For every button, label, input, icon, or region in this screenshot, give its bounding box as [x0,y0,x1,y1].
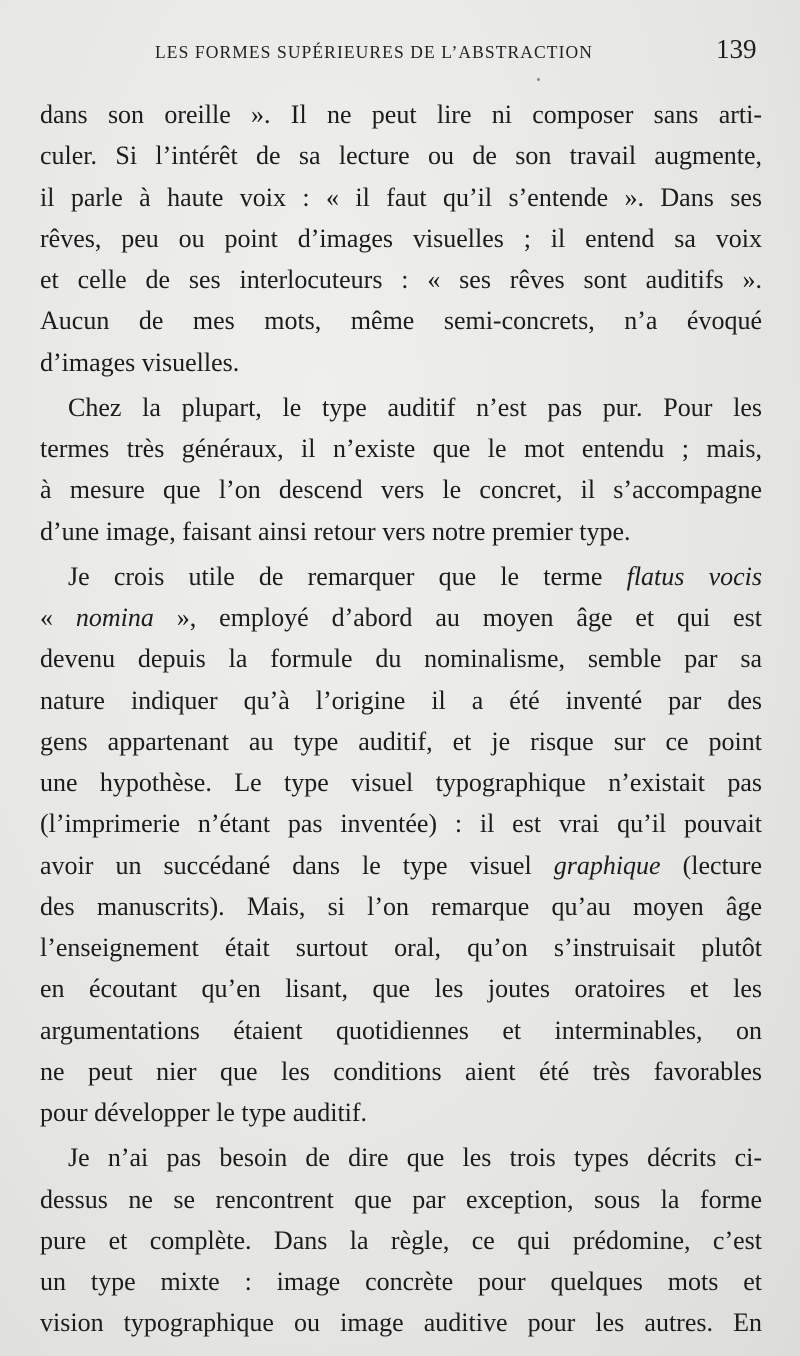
text-line: d’images visuelles. [40,347,240,377]
text-line: et celle de ses interlocuteurs : « ses rêves sont auditifs ». [40,265,762,294]
text-segment: », employé d’abord au moyen âge et qui est [176,603,763,632]
text-line: argumentations étaient quotidiennes et interminables, on [40,1015,762,1045]
text-line: d’une image, faisant ainsi retour vers notre premier type. [40,516,631,546]
text-line: termes très généraux, il n’existe que le mot entendu ; mais, [40,434,762,463]
text-line: vision typographique ou image auditive pour les autres. En [40,1308,762,1338]
text-line: ne peut nier que les conditions aient été très favorables [40,1056,762,1086]
text-line: Aucun de mes mots, même semi-concrets, n’a évoqué [40,306,762,336]
text-line: un type mixte : image concrète pour quelques mots et [40,1267,762,1296]
paragraph-start [40,556,762,597]
text-line: gens appartenant au type auditif, et je risque sur ce point [40,726,762,756]
text-segment: Je crois utile de remarquer que le terme [68,561,603,591]
paragraph-start: Je n’ai pas besoin de dire que les trois types décrits ci- [68,1143,762,1173]
text-line: (l’imprimerie n’étant pas inventée) : il est vrai qu’il pouvait [40,809,762,839]
italic-term: nomina [75,603,154,632]
italic-term: graphique [553,850,661,880]
text-line: devenu depuis la formule du nominalisme, semble par sa [40,644,762,674]
text-line: une hypothèse. Le type visuel typographique n’existait pas [40,768,762,797]
paragraph-start: Chez la plupart, le type auditif n’est pas pur. Pour les [68,392,762,422]
text-segment: (lecture [682,850,763,880]
text-line [40,597,762,638]
text-line [40,845,762,886]
text-line: dessus ne se rencontrent que par exception, sous la forme [40,1184,762,1214]
body-text [40,94,762,1344]
text-segment: « [40,603,53,632]
text-line: dans son oreille ». Il ne peut lire ni composer sans arti- [40,100,762,129]
text-line: culer. Si l’intérêt de sa lecture ou de son travail augmente, [40,141,762,171]
page-header [0,34,800,74]
italic-term: flatus vocis [626,561,762,591]
text-line: l’enseignement était surtout oral, qu’on s’instruisait plutôt [40,933,762,962]
page-number: 139 [716,34,757,64]
print-speck [537,78,540,81]
text-line: nature indiquer qu’à l’origine il a été inventé par des [40,685,762,715]
running-head: LES FORMES SUPÉRIEURES DE L’ABSTRACTION [155,42,593,62]
text-segment: avoir un succédané dans le type visuel [40,850,532,880]
text-line: pure et complète. Dans la règle, ce qui prédomine, c’est [40,1225,762,1255]
text-line: rêves, peu ou point d’images visuelles ; il entend sa voix [40,223,762,253]
text-line: en écoutant qu’en lisant, que les joutes oratoires et les [40,974,762,1004]
text-line: des manuscrits). Mais, si l’on remarque qu’au moyen âge [40,891,762,921]
text-line: à mesure que l’on descend vers le concret, il s’accompagne [40,475,762,505]
text-line: il parle à haute voix : « il faut qu’il s’entende ». Dans ses [40,182,762,212]
text-line: pour développer le type auditif. [40,1098,368,1127]
